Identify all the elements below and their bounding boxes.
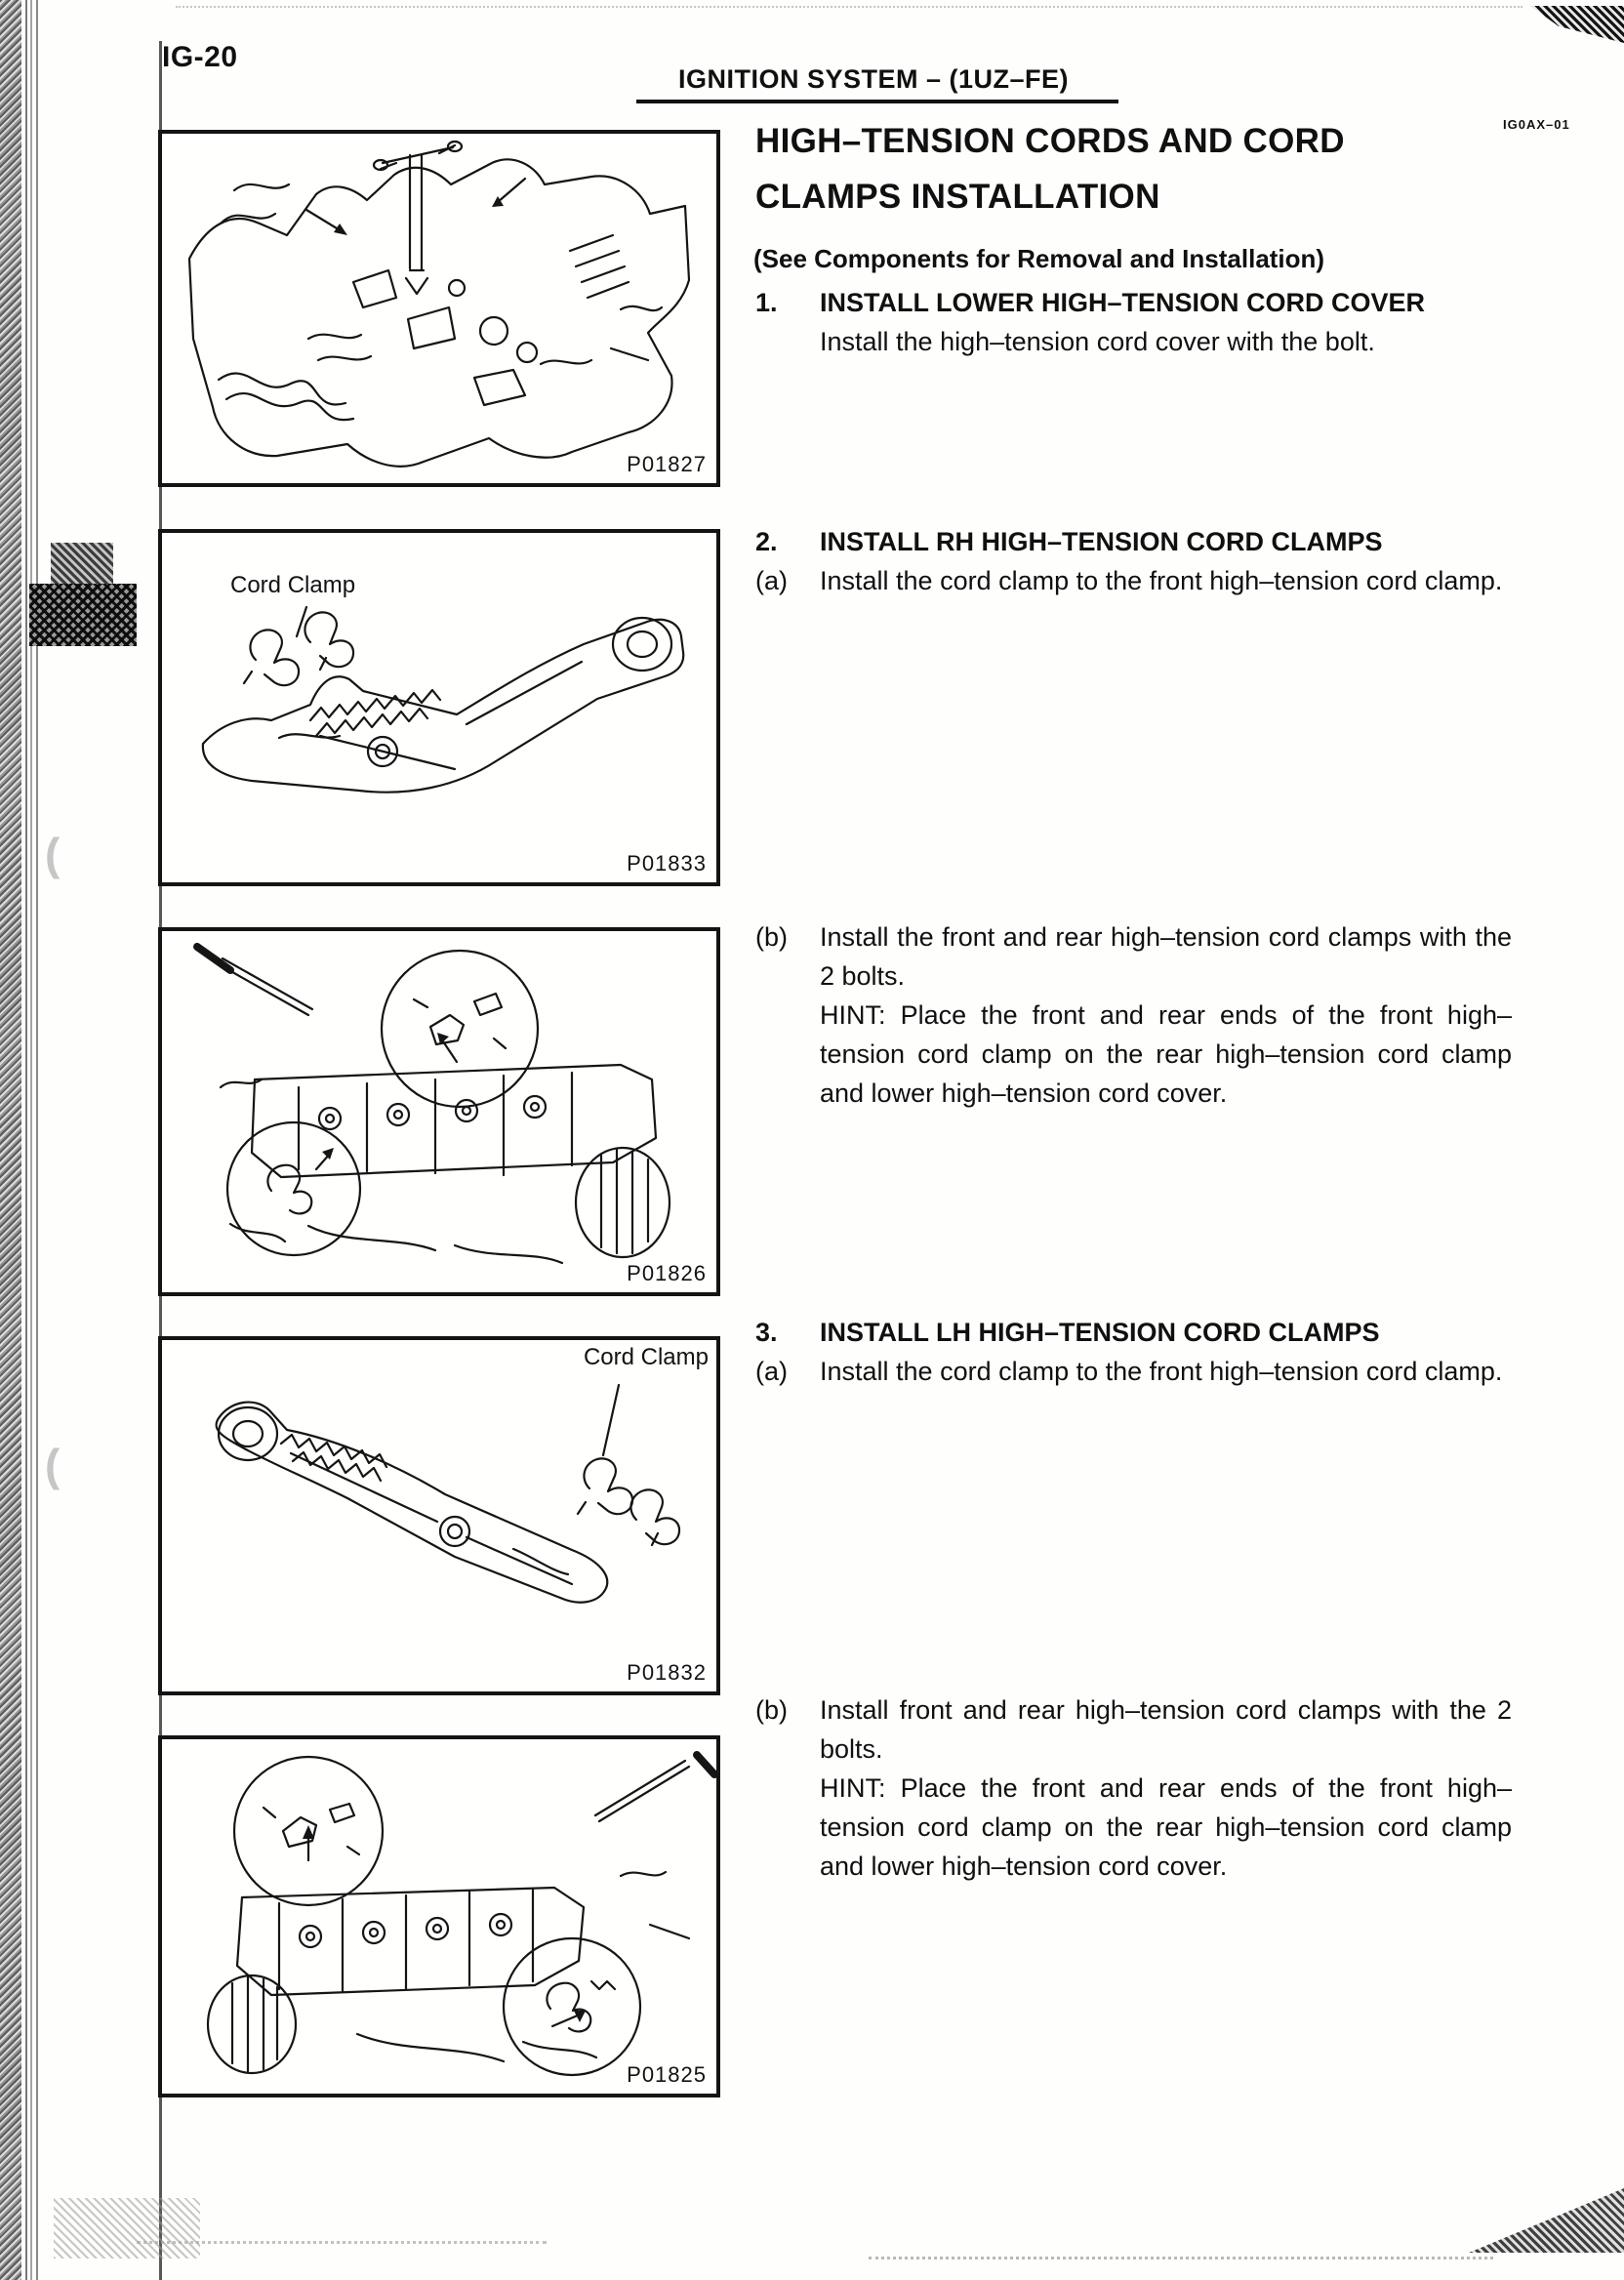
step-2a — [755, 561, 1512, 600]
sub-step-label: (b) — [755, 922, 788, 952]
step-number: 2. — [755, 527, 778, 556]
step-3b — [755, 1690, 1512, 1886]
step-2 — [755, 522, 1512, 600]
step-3 — [755, 1313, 1512, 1391]
sub-step-label: (a) — [755, 566, 788, 595]
step-heading-text: INSTALL RH HIGH–TENSION CORD CLAMPS — [820, 527, 1383, 556]
step-3a — [755, 1352, 1512, 1391]
figure-rh-cord-cover-clamp — [158, 529, 720, 886]
step-3-heading — [755, 1313, 1512, 1352]
scan-noise-bottom-left — [54, 2198, 200, 2259]
step-1-heading — [755, 283, 1512, 322]
binding-line — [25, 0, 27, 2280]
article-title-line2: CLAMPS INSTALLATION — [755, 178, 1160, 216]
scan-artifact-mark: ( — [45, 829, 61, 879]
sub-step-text — [820, 917, 1512, 1113]
see-reference-note: (See Components for Removal and Installation) — [753, 244, 1325, 273]
figure-code: P01833 — [627, 851, 707, 875]
header-rule — [636, 100, 1118, 103]
step-1-body: Install the high–tension cord cover with the bolt. — [820, 327, 1375, 356]
step-number: 1. — [755, 288, 778, 317]
sub-step-text: Install the cord clamp to the front high–tension cord clamp. — [820, 566, 1503, 595]
step-heading-text: INSTALL LOWER HIGH–TENSION CORD COVER — [820, 288, 1426, 317]
step-1 — [755, 283, 1512, 361]
sub-step-text: Install the cord clamp to the front high–tension cord clamp. — [820, 1357, 1503, 1386]
section-tab-shadow — [51, 543, 113, 588]
sub-step-text — [820, 1690, 1512, 1886]
article-title-line1: HIGH–TENSION CORDS AND CORD — [755, 122, 1345, 160]
step-2b — [755, 917, 1512, 1113]
article-title — [755, 113, 1526, 224]
engine-inset-line-drawing — [162, 1739, 716, 2094]
scan-corner-mark-bottom-right — [1469, 2188, 1624, 2253]
binding-edge-texture — [0, 0, 21, 2280]
scan-noise-dotted-row — [869, 2257, 1493, 2260]
step-heading-text: INSTALL LH HIGH–TENSION CORD CLAMPS — [820, 1318, 1380, 1347]
figure-lh-cord-cover-clamp — [158, 1336, 720, 1695]
figure-code: P01826 — [627, 1261, 707, 1285]
figure-lh-clamps-detail — [158, 1735, 720, 2097]
figure-rh-clamps-detail — [158, 927, 720, 1296]
sub-step-hint: HINT: Place the front and rear ends of the front high–tension cord clamp on the rear high–tension cord clamp and lower high–tension cord cover. — [820, 1000, 1512, 1108]
step-2-heading — [755, 522, 1512, 561]
sub-step-body: Install the front and rear high–tension cord clamps with the 2 bolts. — [820, 922, 1512, 991]
cord-clamp-label: Cord Clamp — [230, 572, 356, 598]
engine-line-drawing — [162, 134, 716, 483]
figure-code: P01825 — [627, 2062, 707, 2087]
scan-noise-dotted-row — [137, 2241, 547, 2244]
header-title: IGNITION SYSTEM – (1UZ–FE) — [677, 64, 1070, 94]
figure-code: P01832 — [627, 1660, 707, 1685]
step-number: 3. — [755, 1318, 778, 1347]
sub-step-label: (b) — [755, 1695, 788, 1725]
sub-step-label: (a) — [755, 1357, 788, 1386]
binding-line — [36, 0, 38, 2280]
figure-install-lower-cord-cover — [158, 130, 720, 487]
sub-step-body: Install front and rear high–tension cord clamps with the 2 bolts. — [820, 1695, 1512, 1764]
section-tab-marker — [29, 584, 137, 646]
cord-cover-line-drawing — [162, 1340, 716, 1691]
engine-inset-line-drawing — [162, 931, 716, 1292]
binding-line — [30, 0, 32, 2280]
cord-clamp-label: Cord Clamp — [583, 1344, 709, 1370]
scan-corner-mark-top-right — [1530, 6, 1624, 43]
sub-step-hint: HINT: Place the front and rear ends of the front high–tension cord clamp on the rear high–tension cord clamp and lower high–tension cord cover. — [820, 1773, 1512, 1881]
scan-noise-top — [176, 6, 1522, 8]
figure-code: P01827 — [627, 452, 707, 476]
page-number: IG-20 — [162, 41, 238, 73]
doc-code: IG0AX–01 — [1503, 117, 1570, 132]
scan-artifact-mark: ( — [45, 1440, 61, 1490]
